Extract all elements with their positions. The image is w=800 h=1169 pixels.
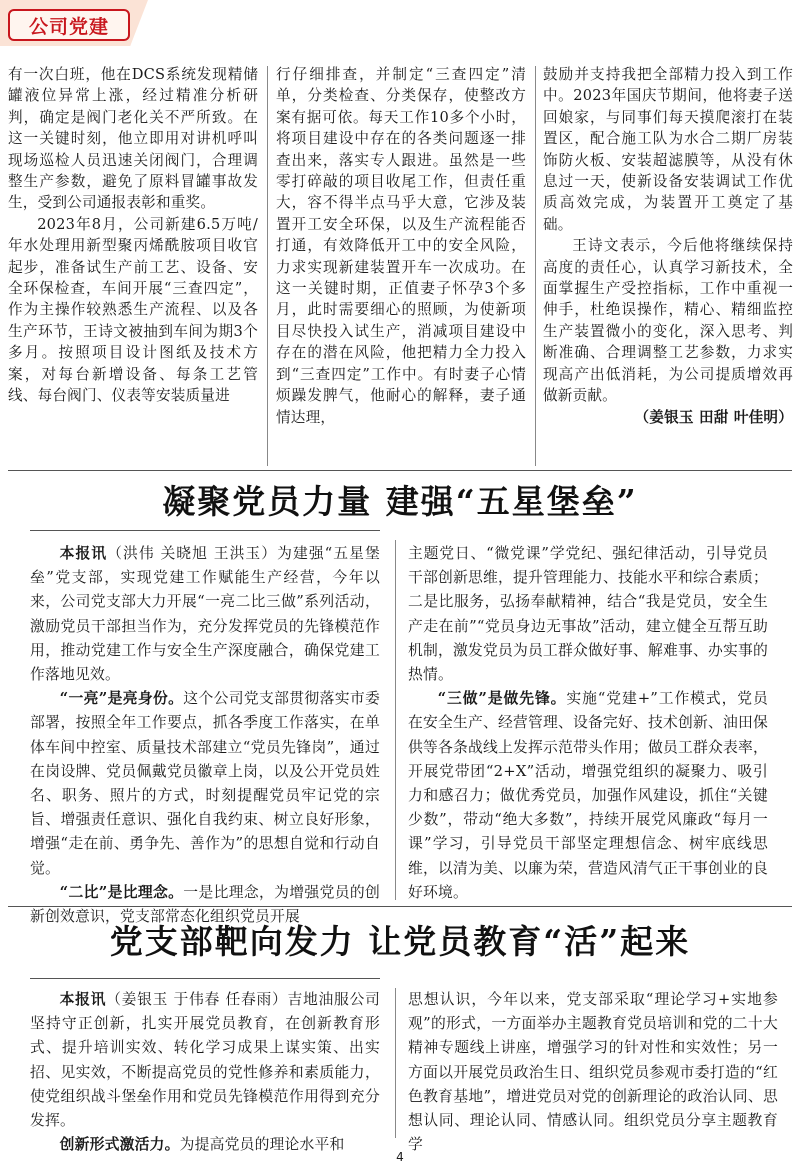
- paragraph: 2023年8月，公司新建6.5万吨/年水处理用新型聚丙烯酰胺项目收官起步，准备试生产前工艺、设备、安全环保检查，车间开展“三查四定”，作为主操作较熟悉生产流程、以及各生产环节，王诗文被抽到车间为期3个多月。按照项目设计图纸及技术方案，对每台新增设备、每条工艺管线、每台阀门、仪表等安装质量进: [8, 215, 258, 405]
- byline: （姜银玉 田甜 叶佳明）: [634, 408, 793, 426]
- article-separator: [8, 470, 792, 471]
- top-article-column-2: [276, 64, 526, 428]
- paragraph-text: 为提高党员的理论水平和: [179, 1136, 345, 1154]
- article2-column-left: [30, 542, 380, 929]
- paragraph: 行仔细排查，并制定“三查四定”清单，分类检查、分类保存，使整改方案有据可依。每天工作10多个小时，将项目建设中存在的各类问题逐一排查出来，落实专人跟进。虽然是一些零打碎敲的项目收尾工作，但责任重大，容不得半点马乎大意，它涉及装置开工安全环保，以及生产流程能否打通，有效降低开工中的安全风险，力求实现新建装置开车一次成功。在这一关键时期，正值妻子怀孕3个多月，此时需要细心的照顾，为使新项目尽快投入试生产，消减项目建设中存在的潜在风险，他把精力全力投入到“三查四定”工作中。有时妻子心情烦躁发脾气，他耐心的解释，妻子通情达理，: [276, 66, 526, 426]
- headline-rule: [30, 978, 380, 979]
- paragraph: [408, 988, 778, 1157]
- article3-column-right: [408, 988, 778, 1157]
- paragraph-text: 一是比理念，为增强党员的创新创效意识，党支部常态化组织党员开展: [30, 883, 380, 926]
- column-divider: [395, 540, 396, 900]
- top-article-column-1: [8, 64, 258, 407]
- paragraph: [30, 687, 380, 881]
- column-divider: [395, 988, 396, 1138]
- paragraph-lead: “三做”是做先锋。: [437, 690, 567, 708]
- paragraph: 鼓励并支持我把全部精力投入到工作中。2023年国庆节期间，他将妻子送回娘家，与同事们每天摸爬滚打在装置区，配合施工队为水合二期厂房装饰防火板、安装超滤膜等，从没有休息过一天，使新设备安装调试工作优质高效完成，为装置开工奠定了基础。: [543, 66, 793, 233]
- paragraph: 王诗文表示，今后他将继续保持高度的责任心，认真学习新技术，全面掌握生产受控指标，工作中重视一伸手，杜绝误操作，精心、精细监控生产装置微小的变化，深入思考、判断准确、合理调整工艺参数，力求实现高产出低消耗，为公司提质增效再做新贡献。: [543, 237, 793, 405]
- top-article-column-3: [543, 64, 793, 428]
- article-headline: 党支部靶向发力 让党员教育“活”起来: [109, 922, 691, 961]
- paragraph-text: 思想认识，今年以来，党支部采取“理论学习+实地参观”的形式，一方面举办主题教育党员培训和党的二十大精神专题线上讲座，增强学习的针对性和实效性；另一方面以开展党员政治生日、组织党员参观市委打造的“红色教育基地”，增进党员对党的创新理论的政治认同、思想认同、理论认同、情感认同。组织党员分享主题教育学: [408, 991, 778, 1154]
- paragraph: [408, 687, 768, 905]
- section-label: 公司党建: [28, 15, 109, 38]
- paragraph-lead: 本报讯: [59, 545, 108, 562]
- section-label-box: [8, 9, 130, 41]
- column-divider: [535, 66, 536, 466]
- paragraph: 有一次白班，他在DCS系统发现精储罐液位异常上涨，经过精准分析研判，确定是阀门老化关不严所致。在这一关键时刻，他立即用对讲机呼叫现场巡检人员迅速关闭阀门，合理调整生产参数，避免了原料冒罐事故发生，受到公司通报表彰和重奖。: [8, 66, 258, 212]
- section-header: [0, 0, 800, 52]
- headline-rule: [30, 530, 380, 531]
- paragraph: [408, 542, 768, 687]
- paragraph-text: 这个公司党支部贯彻落实市委部署，按照全年工作要点，抓各季度工作落实，在单体车间中控室、质量技术部建立“党员先锋岗”，通过在岗设牌、党员佩戴党员徽章上岗，以及公开党员姓名、职务、照片的方式，时刻提醒党员牢记党的宗旨、增强责任意识、强化自我约束、树立良好形象，增强“走在前、勇争先、善作为”的思想自觉和行动自觉。: [30, 690, 380, 877]
- article2-column-right: [408, 542, 768, 905]
- article-headline: 凝聚党员力量 建强“五星堡垒”: [162, 482, 638, 521]
- paragraph-lead: “一亮”是亮身份。: [59, 690, 184, 708]
- paragraph-text: （洪伟 关晓旭 王洪玉）为建强“五星堡垒”党支部，实现党建工作赋能生产经营，今年以来，公司党支部大力开展“一亮二比三做”系列活动，激励党员干部担当作为，充分发挥党员的先锋模范作用，推动党建工作与安全生产深度融合，确保党建工作落地见效。: [30, 545, 380, 684]
- paragraph: [30, 542, 380, 687]
- column-divider: [267, 66, 268, 466]
- paragraph: [30, 988, 380, 1133]
- article3-column-left: [30, 988, 380, 1157]
- paragraph-lead: “二比”是比理念。: [59, 883, 184, 901]
- paragraph-text: （姜银玉 于伟春 任春雨）吉地油服公司坚持守正创新，扎实开展党员教育，在创新教育形式、提升培训实效、转化学习成果上谋实策、出实招、见实效，不断提高党员的党性修养和素质能力，使党组织战斗堡垒作用和党员先锋模范作用得到充分发挥。: [30, 991, 380, 1130]
- paragraph-text: 实施“党建+”工作模式，党员在安全生产、经营管理、设备完好、技术创新、油田保供等各条战线上发挥示范带头作用；做员工群众表率，开展党带团“2+X”活动，增强党组织的凝聚力、吸引力和感召力；做优秀党员，加强作风建设，抓住“关键少数”，带动“绝大多数”，持续开展党风廉政“每月一课”学习，引导党员干部坚定理想信念、树牢底线思维，以清为美、以廉为荣，营造风清气正干事创业的良好环境。: [408, 690, 768, 901]
- page-number: 4: [396, 1150, 404, 1164]
- paragraph-text: 主题党日、“微党课”学党纪、强纪律活动，引导党员干部创新思维，提升管理能力、技能水平和综合素质；二是比服务，弘扬奉献精神，结合“我是党员，安全生产走在前”“党员身边无事故”活动，建立健全互帮互助机制，激发党员为员工群众做好事、解难事、办实事的热情。: [408, 545, 768, 684]
- article-separator: [8, 906, 792, 907]
- paragraph-lead: 本报讯: [59, 991, 107, 1008]
- paragraph-lead: 创新形式激活力。: [59, 1136, 180, 1154]
